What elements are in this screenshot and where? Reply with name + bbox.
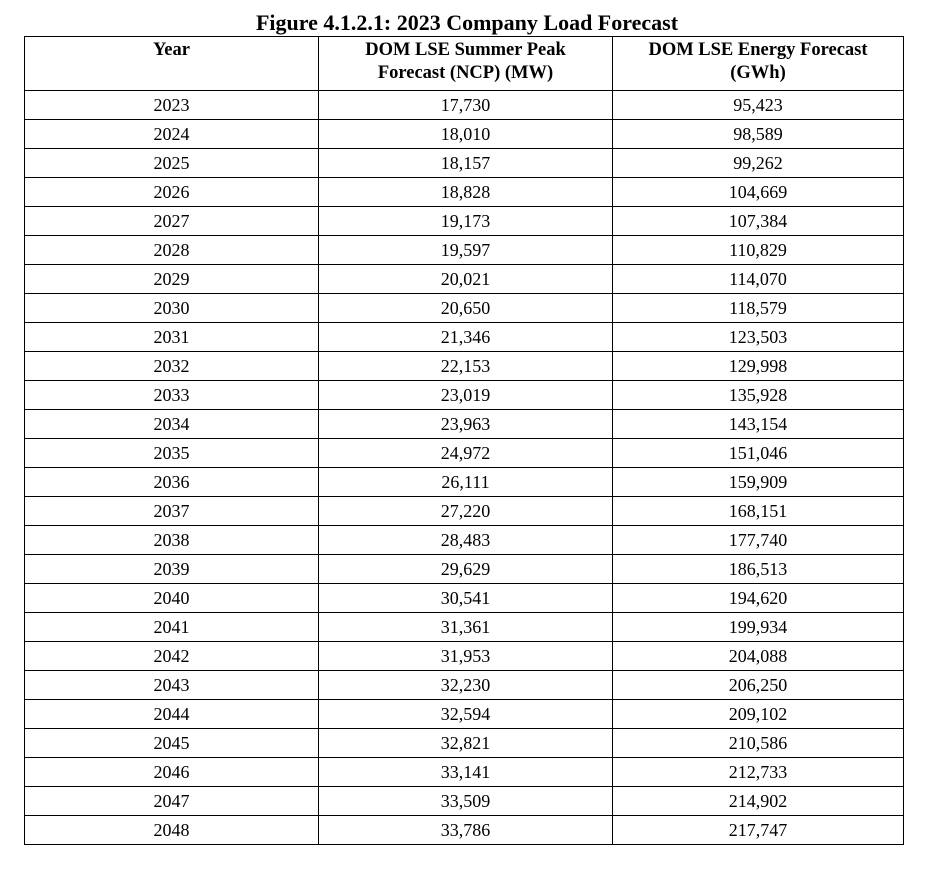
table-body xyxy=(25,91,904,845)
table-row xyxy=(25,497,904,526)
cell-summer-peak: 28,483 xyxy=(319,526,613,555)
table-row xyxy=(25,642,904,671)
cell-summer-peak: 24,972 xyxy=(319,439,613,468)
cell-year: 2039 xyxy=(25,555,319,584)
cell-energy-forecast: 217,747 xyxy=(613,816,904,845)
cell-energy-forecast: 151,046 xyxy=(613,439,904,468)
cell-year: 2032 xyxy=(25,352,319,381)
cell-energy-forecast: 95,423 xyxy=(613,91,904,120)
cell-summer-peak: 33,509 xyxy=(319,787,613,816)
cell-year: 2024 xyxy=(25,120,319,149)
cell-energy-forecast: 206,250 xyxy=(613,671,904,700)
header-summer-peak-line2: Forecast (NCP) (MW) xyxy=(377,63,554,83)
cell-year: 2037 xyxy=(25,497,319,526)
cell-year: 2031 xyxy=(25,323,319,352)
table-row xyxy=(25,352,904,381)
cell-year: 2023 xyxy=(25,91,319,120)
cell-energy-forecast: 214,902 xyxy=(613,787,904,816)
cell-year: 2040 xyxy=(25,584,319,613)
cell-year: 2046 xyxy=(25,758,319,787)
cell-summer-peak: 18,010 xyxy=(319,120,613,149)
cell-year: 2038 xyxy=(25,526,319,555)
cell-summer-peak: 20,021 xyxy=(319,265,613,294)
cell-year: 2035 xyxy=(25,439,319,468)
cell-summer-peak: 22,153 xyxy=(319,352,613,381)
cell-energy-forecast: 118,579 xyxy=(613,294,904,323)
cell-year: 2028 xyxy=(25,236,319,265)
cell-summer-peak: 33,141 xyxy=(319,758,613,787)
header-summer-peak-line1: DOM LSE Summer Peak xyxy=(365,40,566,60)
cell-summer-peak: 27,220 xyxy=(319,497,613,526)
cell-year: 2026 xyxy=(25,178,319,207)
cell-summer-peak: 19,173 xyxy=(319,207,613,236)
figure-title: Figure 4.1.2.1: 2023 Company Load Forecast xyxy=(255,10,679,35)
table-row xyxy=(25,323,904,352)
header-energy-forecast-line2: (GWh) xyxy=(730,63,786,83)
table-row xyxy=(25,787,904,816)
cell-year: 2047 xyxy=(25,787,319,816)
cell-year: 2033 xyxy=(25,381,319,410)
cell-summer-peak: 31,361 xyxy=(319,613,613,642)
cell-energy-forecast: 143,154 xyxy=(613,410,904,439)
cell-year: 2043 xyxy=(25,671,319,700)
cell-summer-peak: 31,953 xyxy=(319,642,613,671)
cell-energy-forecast: 186,513 xyxy=(613,555,904,584)
cell-energy-forecast: 210,586 xyxy=(613,729,904,758)
cell-year: 2034 xyxy=(25,410,319,439)
cell-energy-forecast: 104,669 xyxy=(613,178,904,207)
cell-energy-forecast: 194,620 xyxy=(613,584,904,613)
table-row xyxy=(25,410,904,439)
cell-summer-peak: 32,230 xyxy=(319,671,613,700)
cell-energy-forecast: 159,909 xyxy=(613,468,904,497)
cell-energy-forecast: 135,928 xyxy=(613,381,904,410)
cell-summer-peak: 32,594 xyxy=(319,700,613,729)
cell-energy-forecast: 99,262 xyxy=(613,149,904,178)
cell-year: 2044 xyxy=(25,700,319,729)
cell-year: 2036 xyxy=(25,468,319,497)
table-row xyxy=(25,294,904,323)
header-year xyxy=(25,37,319,91)
cell-year: 2025 xyxy=(25,149,319,178)
table-row xyxy=(25,700,904,729)
table-row xyxy=(25,729,904,758)
cell-summer-peak: 23,019 xyxy=(319,381,613,410)
cell-summer-peak: 19,597 xyxy=(319,236,613,265)
cell-summer-peak: 23,963 xyxy=(319,410,613,439)
table-header xyxy=(25,37,904,91)
cell-summer-peak: 17,730 xyxy=(319,91,613,120)
table-row xyxy=(25,613,904,642)
table-row xyxy=(25,120,904,149)
table-row xyxy=(25,816,904,845)
cell-year: 2048 xyxy=(25,816,319,845)
header-summer-peak xyxy=(319,37,613,91)
table-row xyxy=(25,758,904,787)
cell-energy-forecast: 107,384 xyxy=(613,207,904,236)
cell-year: 2027 xyxy=(25,207,319,236)
cell-year: 2045 xyxy=(25,729,319,758)
table-row xyxy=(25,584,904,613)
table-row xyxy=(25,439,904,468)
header-year-label: Year xyxy=(153,40,190,60)
load-forecast-table xyxy=(24,36,904,845)
table-row xyxy=(25,265,904,294)
table-row xyxy=(25,149,904,178)
cell-summer-peak: 26,111 xyxy=(319,468,613,497)
table-row xyxy=(25,526,904,555)
cell-summer-peak: 29,629 xyxy=(319,555,613,584)
cell-summer-peak: 18,828 xyxy=(319,178,613,207)
cell-summer-peak: 18,157 xyxy=(319,149,613,178)
cell-summer-peak: 30,541 xyxy=(319,584,613,613)
cell-summer-peak: 33,786 xyxy=(319,816,613,845)
cell-energy-forecast: 204,088 xyxy=(613,642,904,671)
table-row xyxy=(25,91,904,120)
cell-energy-forecast: 129,998 xyxy=(613,352,904,381)
table-row xyxy=(25,381,904,410)
cell-energy-forecast: 168,151 xyxy=(613,497,904,526)
cell-year: 2030 xyxy=(25,294,319,323)
cell-summer-peak: 21,346 xyxy=(319,323,613,352)
table-row xyxy=(25,178,904,207)
cell-energy-forecast: 199,934 xyxy=(613,613,904,642)
table-row xyxy=(25,555,904,584)
cell-energy-forecast: 110,829 xyxy=(613,236,904,265)
header-energy-forecast-line1: DOM LSE Energy Forecast xyxy=(648,40,868,60)
cell-energy-forecast: 177,740 xyxy=(613,526,904,555)
table-row xyxy=(25,671,904,700)
cell-year: 2042 xyxy=(25,642,319,671)
header-row xyxy=(25,37,904,91)
table-row xyxy=(25,236,904,265)
cell-energy-forecast: 212,733 xyxy=(613,758,904,787)
cell-year: 2041 xyxy=(25,613,319,642)
cell-energy-forecast: 123,503 xyxy=(613,323,904,352)
cell-energy-forecast: 209,102 xyxy=(613,700,904,729)
cell-summer-peak: 20,650 xyxy=(319,294,613,323)
table-row xyxy=(25,207,904,236)
table-row xyxy=(25,468,904,497)
cell-energy-forecast: 114,070 xyxy=(613,265,904,294)
header-energy-forecast xyxy=(613,37,904,91)
cell-year: 2029 xyxy=(25,265,319,294)
cell-energy-forecast: 98,589 xyxy=(613,120,904,149)
cell-summer-peak: 32,821 xyxy=(319,729,613,758)
